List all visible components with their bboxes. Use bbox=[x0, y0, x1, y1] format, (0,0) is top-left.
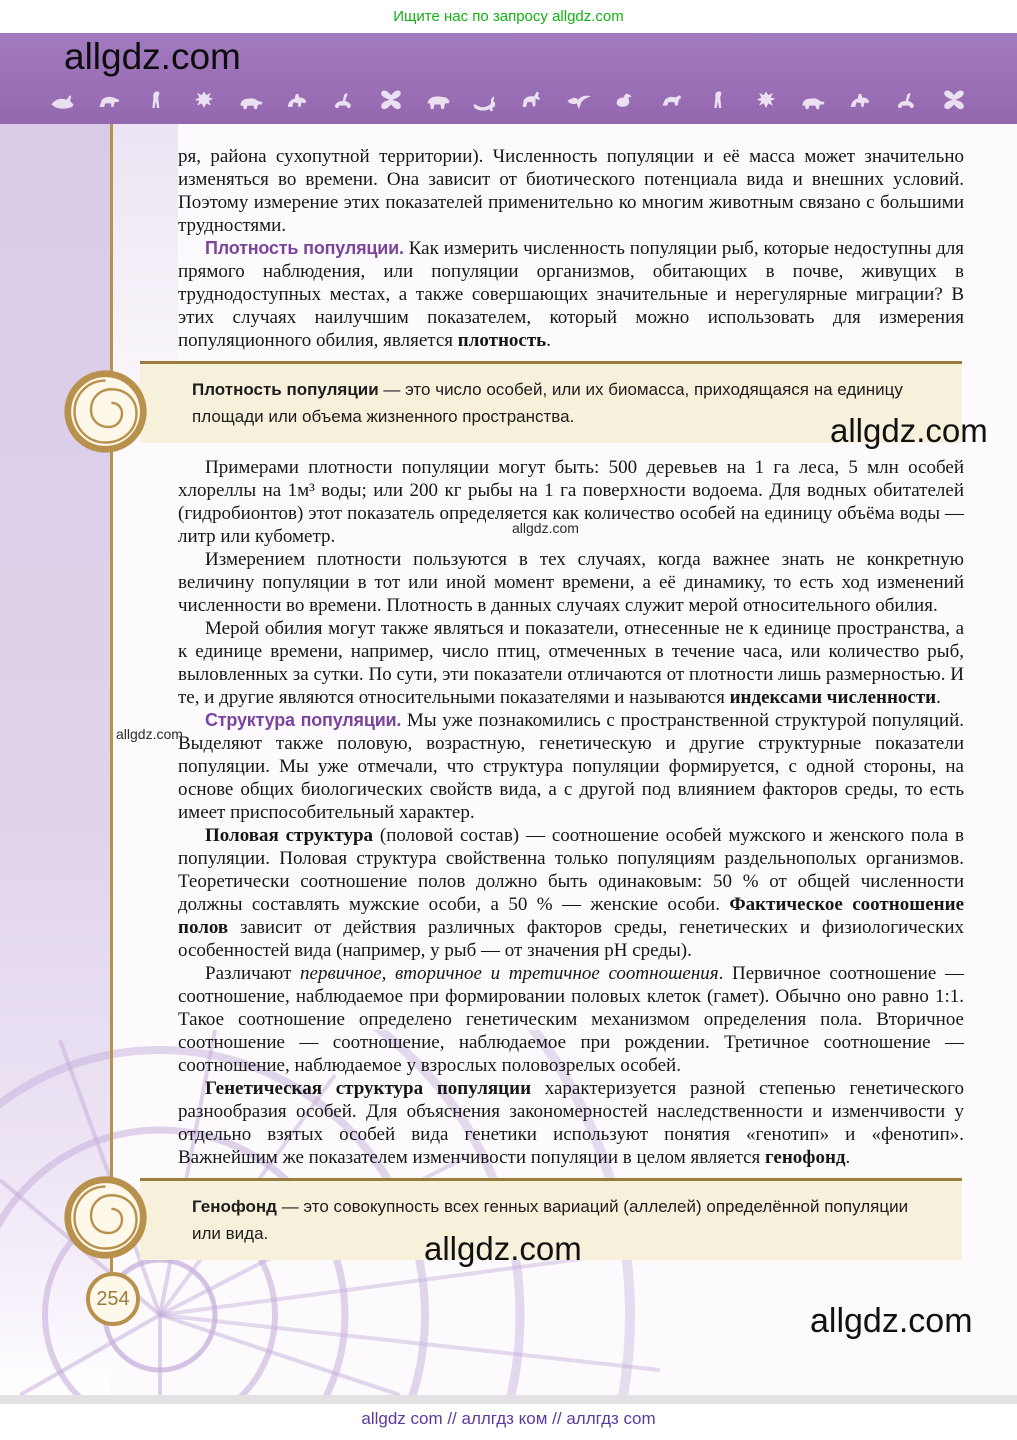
watermark: allgdz.com bbox=[116, 726, 183, 742]
paragraph-text: . bbox=[546, 330, 551, 351]
butterfly-icon bbox=[939, 87, 969, 115]
promo-banner bbox=[0, 0, 1017, 33]
body-paragraph bbox=[178, 962, 964, 1077]
scorpion-icon bbox=[470, 87, 500, 115]
page-number: 254 bbox=[96, 1287, 130, 1310]
paragraph-text: Мы уже познакомились с пространственной структурой популяций. Выделяют также половую, возрастную, генетическую и другие структурные показатели популяции. Мы уже отмечали, что структура популяции формируется, с одной стороны, на основе общих биологических свойств вида, а с другой под влиянием факторов среды, то есть имеет приспособительный характер. bbox=[178, 710, 964, 823]
paragraph-text: Мерой обилия могут также являться и показатели, отнесенные не к единице пространства, а к единице времени, например, число птиц, отмеченных в течение часа, или количество рыб, выловленных за сутки. По сути, эти показатели отличаются от плотности лишь размерностью. И те, и другие являются относительными показателями и называются bbox=[178, 618, 964, 708]
hyena-icon bbox=[95, 87, 125, 115]
spiral-ornament bbox=[60, 1172, 152, 1264]
moth-icon bbox=[189, 87, 219, 115]
paragraph-text: Как измерить численность популяции рыб, которые недоступны для прямого наблюдения, или популяции организмов, обитающих в почве, живущих в труднодоступных местах, а также совершающих значительные и нерегулярные миграции? В этих случаях наилучшим показателем, который можно использовать для измерения популяционного обилия, является bbox=[178, 238, 965, 351]
hare-icon bbox=[329, 87, 359, 115]
paragraph-text: (половой состав) — соотношение особей мужского и женского пола в популяции. Половая структура свойственна только популяциям раздельнополых организмов. Теоретически соотношение полов должно быть одинаковым: 50 % от общей численности должны составлять мужские особи, а 50 % — женские особи. bbox=[178, 825, 965, 915]
body-paragraph bbox=[178, 617, 964, 709]
paragraph-text: Различают bbox=[205, 963, 301, 984]
body-paragraph bbox=[178, 237, 964, 352]
definition-text: — это число особей, или их биомасса, приходящаяся на единицу площади или объема жизненного пространства. bbox=[192, 380, 903, 426]
spiral-ornament bbox=[60, 366, 152, 458]
site-header bbox=[0, 33, 1017, 124]
bold-term: Половая структура bbox=[205, 825, 374, 846]
site-logo: allgdz.com bbox=[64, 36, 241, 77]
butterfly-icon bbox=[376, 87, 406, 115]
footer-divider bbox=[0, 1395, 1017, 1404]
run-in-heading-structure: Структура популяции. bbox=[205, 710, 402, 730]
body-paragraph bbox=[178, 1077, 964, 1169]
body-paragraph: ря, района сухопутной территории). Численность популяции и её масса может значительно изменяться во времени. Она зависит от биотического потенциала вида и внешних условий. Поэтому измерение этих показателей применительно ко многим животным связано с большими трудностями. bbox=[178, 146, 964, 236]
whale-icon bbox=[48, 87, 78, 115]
bold-term: Генетическая структура популяции bbox=[205, 1078, 532, 1099]
boar-icon bbox=[236, 87, 266, 115]
watermark: allgdz.com bbox=[512, 520, 579, 536]
watermark: allgdz.com bbox=[830, 412, 988, 449]
watermark: allgdz.com bbox=[424, 1230, 582, 1267]
body-paragraph: Измерением плотности пользуются в тех случаях, когда важнее знать не конкретную величину популяции в тот или иной момент времени, а её динамику, то есть ход изменений численности во времени. Плотность в данных случаях служит мерой относительного обилия. bbox=[178, 549, 964, 616]
wolf-icon bbox=[658, 87, 688, 115]
bison-icon bbox=[423, 87, 453, 115]
italic-term: первичное, вторичное и третичное соотношения bbox=[300, 963, 719, 984]
gold-divider-line bbox=[110, 124, 113, 1286]
moth-icon bbox=[751, 87, 781, 115]
definition-term: Плотность популяции bbox=[192, 380, 379, 399]
jackal-icon bbox=[282, 87, 312, 115]
swallow-icon bbox=[564, 87, 594, 115]
horse-icon bbox=[517, 87, 547, 115]
body-paragraph bbox=[178, 824, 964, 962]
definition-text: — это совокупность всех генных вариаций (аллелей) определённой популяции или вида. bbox=[192, 1197, 909, 1243]
footer-links: allgdz com // аллгдз ком // аллгдз com bbox=[361, 1409, 656, 1428]
paragraph-text: характеризуется разной степенью генетического разнообразия особей. Для объяснения закономерностей наследственности и изменчивости у отдельно взятых особей вида генетики используют понятия «генотип» и «фенотип». Важнейшим же показателем изменчивости популяции в целом является bbox=[178, 1078, 964, 1168]
paragraph-text: . bbox=[936, 687, 941, 708]
paragraph-text: зависит от действия различных факторов среды, генетических и физиологических особенностей вида (например, у рыб — от значения pH среды). bbox=[178, 917, 964, 961]
duck-icon bbox=[611, 87, 641, 115]
hare-icon bbox=[892, 87, 922, 115]
page-number-badge bbox=[86, 1272, 140, 1326]
text-column bbox=[178, 145, 964, 1273]
jackal-icon bbox=[845, 87, 875, 115]
promo-text: Ищите нас по запросу allgdz.com bbox=[393, 8, 624, 25]
meerkat-icon bbox=[142, 87, 172, 115]
bold-term: индексами численности bbox=[729, 687, 937, 708]
body-paragraph bbox=[178, 709, 964, 824]
meerkat-icon bbox=[704, 87, 734, 115]
run-in-heading-density: Плотность популяции. bbox=[205, 238, 404, 258]
watermark: allgdz.com bbox=[810, 1302, 973, 1340]
definition-term: Генофонд bbox=[192, 1197, 277, 1216]
bold-term: плотность bbox=[457, 330, 547, 351]
body-paragraph: Примерами плотности популяции могут быть: 500 деревьев на 1 га леса, 5 млн особей хлореллы на 1м³ воды; или 200 кг рыбы на 1 га поверхности водоема. Для водных обитателей (гидробионтов) этот показатель определяется как количество особей на единицу объёма воды — литр или кубометр. bbox=[178, 457, 964, 547]
paragraph-text: . Первичное соотношение — соотношение, наблюдаемое при формировании половых клеток (гамет). Обычно оно равно 1:1. Такое соотношение определено генетическим механизмом определения пола. Вторичное соотношение — соотношение, наблюдаемое при рождении. Третичное соотношение — соотношение, наблюдаемое у взрослых половозрелых особей. bbox=[178, 963, 964, 1076]
bold-term: Фактическое соотношение полов bbox=[178, 894, 964, 938]
boar-icon bbox=[798, 87, 828, 115]
animal-icon-row bbox=[48, 85, 969, 117]
paragraph-text: . bbox=[845, 1147, 851, 1168]
bold-term: генофонд bbox=[765, 1147, 846, 1168]
